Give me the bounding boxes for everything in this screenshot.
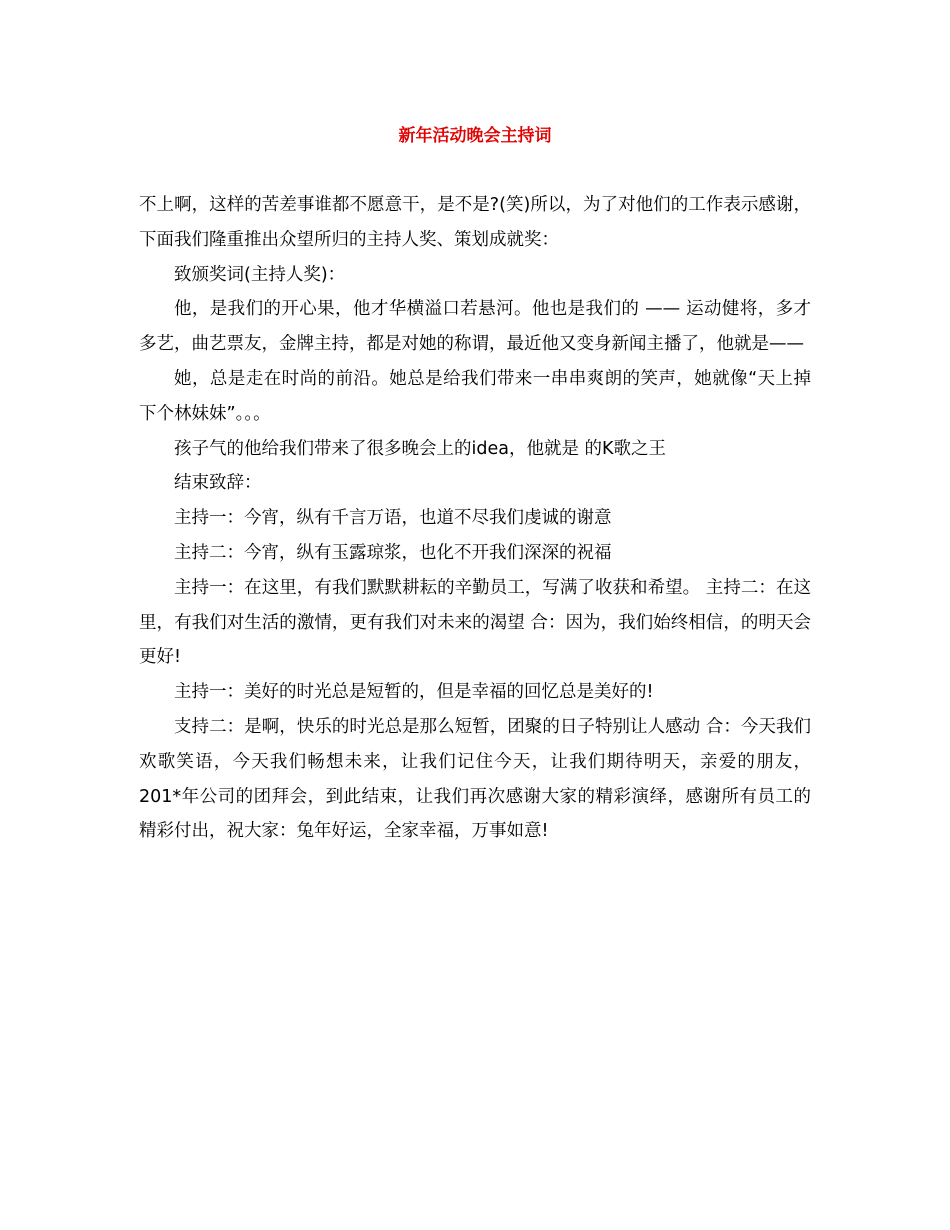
paragraph: 致颁奖词(主持人奖)： [174,264,346,285]
paragraph: 主持一：在这里，有我们默默耕耘的辛勤员工，写满了收获和希望。 主持二：在这里，有我们对生活的激情，更有我们对未来的渴望 合：因为，我们始终相信，的明天会更好! [139,577,811,668]
paragraph: 主持一：美好的时光总是短暂的，但是幸福的回忆总是美好的! [174,682,654,703]
document-body [139,188,811,849]
paragraph: 他，是我们的开心果，他才华横溢口若悬河。他也是我们的 —— 运动健将，多才多艺，曲艺票友，金牌主持，都是对她的称谓，最近他又变身新闻主播了，他就是—— [139,299,811,355]
paragraph: 支持二：是啊，快乐的时光总是那么短暂，团聚的日子特别让人感动 合：今天我们欢歌笑语，今天我们畅想未来，让我们记住今天，让我们期待明天，亲爱的朋友，201*年公司的团拜会，到此结束，让我们再次感谢大家的精彩演绎，感谢所有员工的精彩付出，祝大家：兔年好运，全家幸福，万事如意! [139,716,811,842]
paragraph: 主持二：今宵，纵有玉露琼浆，也化不开我们深深的祝福 [174,542,612,563]
document-title: 新年活动晚会主持词 [398,126,552,146]
paragraph: 结束致辞： [174,473,262,494]
paragraph: 孩子气的他给我们带来了很多晚会上的idea，他就是 的K歌之王 [174,438,666,459]
paragraph: 她，总是走在时尚的前沿。她总是给我们带来一串串爽朗的笑声，她就像“天上掉下个林妹妹”。。。 [139,368,811,424]
paragraph: 主持一：今宵，纵有千言万语，也道不尽我们虔诚的谢意 [174,508,612,529]
paragraph: 不上啊，这样的苦差事谁都不愿意干，是不是?(笑)所以，为了对他们的工作表示感谢，下面我们隆重推出众望所归的主持人奖、策划成就奖： [139,195,811,250]
